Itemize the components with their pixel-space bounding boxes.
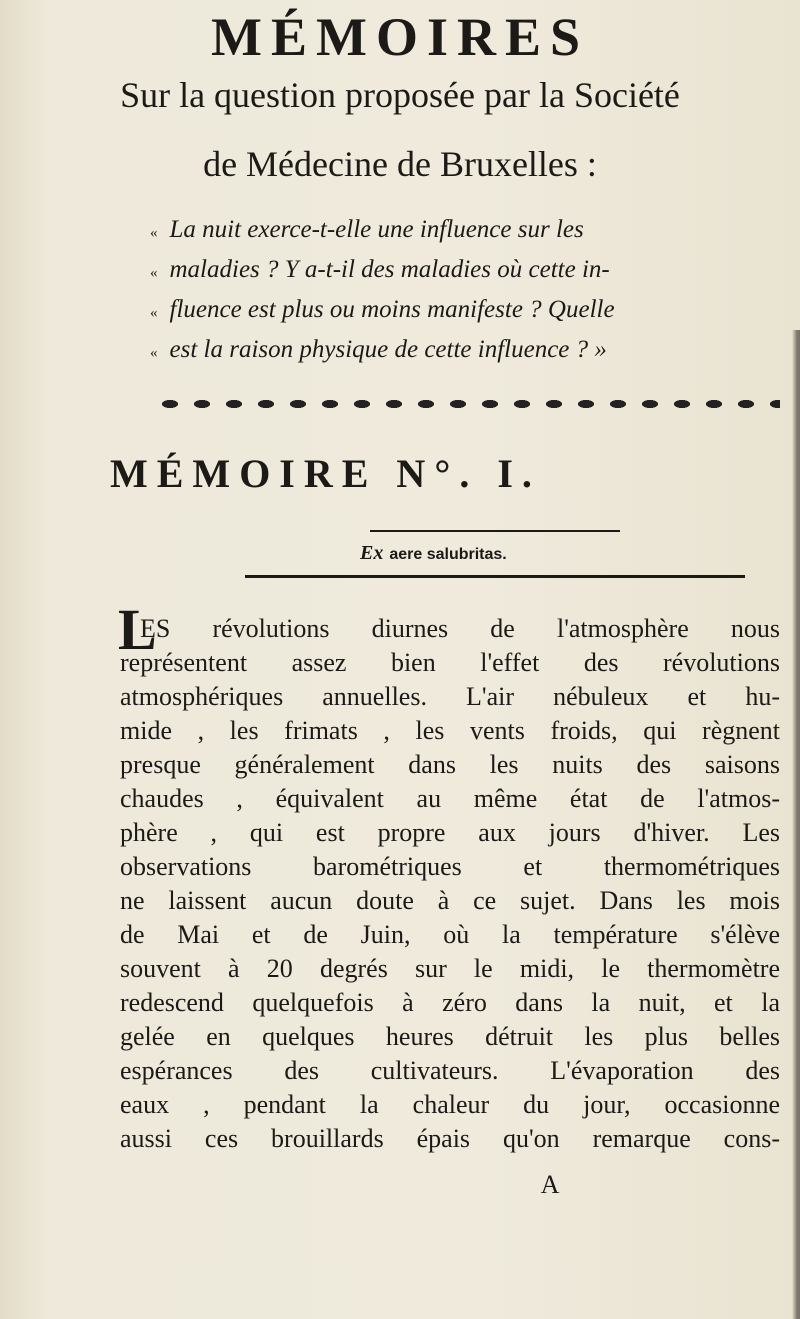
body-line: gelée en quelques heures détruit les plus belles bbox=[120, 1022, 780, 1051]
question-line bbox=[150, 250, 750, 293]
signature-mark: A bbox=[540, 1170, 560, 1199]
body-line: de Mai et de Juin, où la température s'élève bbox=[120, 920, 780, 949]
question-text: maladies ? Y a-t-il des maladies où cette in- bbox=[169, 256, 610, 283]
body-line: représentent assez bien l'effet des révolutions bbox=[120, 648, 780, 677]
body-line: aussi ces brouillards épais qu'on remarque cons- bbox=[120, 1124, 780, 1153]
body-paragraph bbox=[120, 646, 780, 1156]
epigraph-ex: Ex bbox=[360, 542, 384, 564]
quote-mark: « bbox=[150, 265, 158, 281]
body-line: presque généralement dans les nuits des saisons bbox=[120, 750, 780, 779]
quote-mark: « bbox=[150, 345, 158, 361]
question-line bbox=[150, 330, 750, 373]
drop-cap: L bbox=[118, 597, 157, 662]
page-edge-shadow bbox=[792, 330, 800, 1319]
quote-mark: « bbox=[150, 305, 158, 321]
body-line: espérances des cultivateurs. L'évaporation des bbox=[120, 1056, 780, 1085]
body-line: atmosphériques annuelles. L'air nébuleux et hu- bbox=[120, 682, 780, 711]
question-text: fluence est plus ou moins manifeste ? Quelle bbox=[169, 296, 615, 323]
question-text: est la raison physique de cette influence ? » bbox=[169, 336, 607, 363]
body-line: phère , qui est propre aux jours d'hiver. Les bbox=[120, 818, 780, 847]
body-line: eaux , pendant la chaleur du jour, occasionne bbox=[120, 1090, 780, 1119]
body-line: souvent à 20 degrés sur le midi, le thermomètre bbox=[120, 954, 780, 983]
ornamental-rule bbox=[160, 396, 780, 412]
body-line: ne laissent aucun doute à ce sujet. Dans les mois bbox=[120, 886, 780, 915]
memoire-heading: MÉMOIRE N°. I. bbox=[110, 451, 541, 496]
epigraph-text: aere salubritas. bbox=[389, 546, 507, 563]
epigraph-rule-bottom bbox=[245, 575, 745, 578]
question-line bbox=[150, 290, 750, 333]
epigraph-rule-top bbox=[370, 530, 620, 532]
question-line bbox=[150, 210, 750, 253]
body-line: observations barométriques et thermométriques bbox=[120, 852, 780, 881]
body-line: redescend quelquefois à zéro dans la nuit, et la bbox=[120, 988, 780, 1017]
body-first-line: ES révolutions diurnes de l'atmosphère nous bbox=[140, 614, 780, 643]
page-title: MÉMOIRES bbox=[210, 7, 590, 67]
body-line: chaudes , équivalent au même état de l'atmos- bbox=[120, 784, 780, 813]
body-line: mide , les frimats , les vents froids, qui règnent bbox=[120, 716, 780, 745]
question-text: La nuit exerce-t-elle une influence sur les bbox=[169, 216, 584, 243]
subtitle-line-1: Sur la question proposée par la Société bbox=[120, 75, 680, 115]
epigraph bbox=[360, 542, 660, 565]
quote-mark: « bbox=[150, 225, 158, 241]
subtitle-line-2: de Médecine de Bruxelles : bbox=[203, 144, 597, 184]
